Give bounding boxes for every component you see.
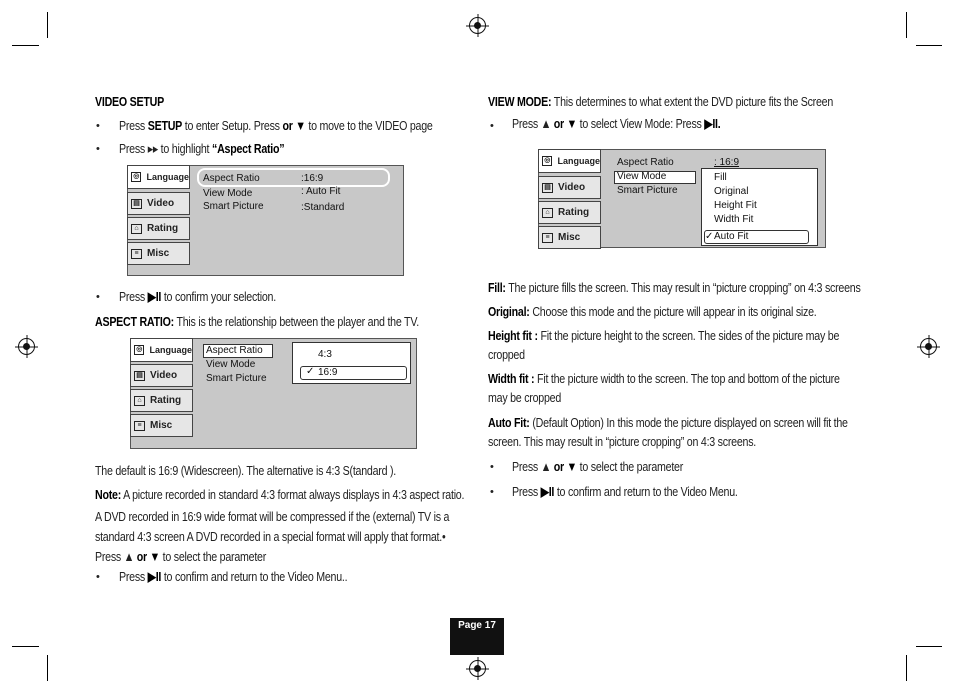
lock-icon: ⌂	[134, 396, 145, 406]
misc-icon: ≡	[542, 233, 553, 243]
step-confirm-return-right: Press ▶II to confirm and return to the Video Menu.	[512, 484, 738, 499]
note-line-3: standard 4:3 screen A DVD recorded in a special format will apply that format.•	[95, 529, 446, 544]
tab-rating[interactable]: ⌂ Rating	[127, 217, 190, 240]
menu-item-aspect-ratio[interactable]: Aspect Ratio	[206, 345, 263, 356]
bullet: •	[96, 143, 100, 155]
tab-video[interactable]: ▤ Video	[538, 176, 601, 199]
crop-mark	[47, 655, 48, 681]
step-select-parameter: Press ▲ or ▼ to select the parameter	[512, 459, 684, 474]
height-fit-paragraph: Height fit : Fit the picture height to the screen. The sides of the picture may be	[488, 328, 840, 343]
crop-mark	[12, 646, 39, 647]
step-highlight-aspect: Press ▸▸ to highlight “Aspect Ratio”	[119, 141, 285, 156]
option-fill[interactable]: Fill	[714, 172, 727, 183]
menu-item-aspect-ratio[interactable]: Aspect Ratio	[617, 157, 674, 168]
video-setup-heading: VIDEO SETUP	[95, 94, 164, 109]
tab-language[interactable]: ◎ Language	[130, 338, 193, 362]
crop-mark	[916, 45, 942, 46]
check-icon: ✓	[306, 366, 315, 377]
menu-item-smart-picture[interactable]: Smart Picture	[206, 373, 267, 384]
option-selected-frame	[300, 366, 407, 380]
step-confirm-selection: Press ▶II to confirm your selection.	[119, 289, 276, 304]
aspect-ratio-paragraph: ASPECT RATIO: This is the relationship between the player and the TV.	[95, 314, 419, 329]
language-icon: ◎	[542, 156, 552, 166]
tab-video[interactable]: ▤ Video	[127, 192, 190, 215]
tab-language[interactable]: ◎ Language	[127, 165, 190, 189]
step-enter-setup: Press SETUP to enter Setup. Press or ▼ to move to the VIDEO page	[119, 118, 433, 133]
tab-language[interactable]: ◎ Language	[538, 149, 601, 173]
menu-item-smart-picture[interactable]: Smart Picture	[617, 185, 678, 196]
tab-misc[interactable]: ≡ Misc	[538, 226, 601, 249]
lock-icon: ⌂	[131, 224, 142, 234]
bullet: •	[96, 120, 100, 132]
width-fit-paragraph-2: may be cropped	[488, 390, 562, 405]
check-icon: ✓	[705, 231, 714, 242]
tab-misc[interactable]: ≡ Misc	[130, 414, 193, 437]
menu-item-view-mode[interactable]: View Mode	[203, 188, 253, 199]
video-icon: ▤	[131, 199, 142, 209]
bullet: •	[490, 120, 494, 132]
menu-item-aspect-ratio[interactable]: Aspect Ratio	[203, 173, 260, 184]
tab-rating[interactable]: ⌂ Rating	[130, 389, 193, 412]
language-icon: ◎	[131, 172, 141, 182]
bullet: •	[96, 571, 100, 583]
width-fit-paragraph: Width fit : Fit the picture width to the screen. The top and bottom of the picture	[488, 371, 840, 386]
page-number-badge: Page 17	[450, 618, 504, 655]
option-16-9[interactable]: 16:9	[318, 367, 338, 378]
option-height-fit[interactable]: Height Fit	[714, 200, 757, 211]
misc-icon: ≡	[131, 249, 142, 259]
menu-item-view-mode[interactable]: View Mode	[206, 359, 256, 370]
menu-item-smart-picture[interactable]: Smart Picture	[203, 201, 264, 212]
note-line-1: Note: A picture recorded in standard 4:3 format always displays in 4:3 aspect ratio.	[95, 487, 465, 502]
menu-item-view-mode[interactable]: View Mode	[617, 171, 667, 182]
registration-mark-icon	[469, 17, 486, 34]
registration-mark-icon	[469, 660, 486, 677]
menu-value-aspect-ratio: :16:9	[301, 173, 324, 184]
crop-mark	[47, 12, 48, 38]
fill-paragraph: Fill: The picture fills the screen. This may result in “picture cropping” on 4:3 screens	[488, 280, 861, 295]
video-icon: ▤	[134, 371, 145, 381]
note-line-4: Press ▲ or ▼ to select the parameter	[95, 549, 267, 564]
tab-video[interactable]: ▤ Video	[130, 364, 193, 387]
menu-value-view-mode: : Auto Fit	[301, 186, 341, 197]
view-mode-paragraph: VIEW MODE: This determines to what extent the DVD picture fits the Screen	[488, 94, 834, 109]
video-icon: ▤	[542, 183, 553, 193]
misc-icon: ≡	[134, 421, 145, 431]
auto-fit-paragraph: Auto Fit: (Default Option) In this mode the picture displayed on screen will fit the	[488, 415, 848, 430]
bullet: •	[490, 486, 494, 498]
note-line-2: A DVD recorded in 16:9 wide format will be compressed if the (external) TV is a	[95, 509, 450, 524]
option-auto-fit[interactable]: Auto Fit	[714, 231, 749, 242]
option-width-fit[interactable]: Width Fit	[714, 214, 754, 225]
tab-rating[interactable]: ⌂ Rating	[538, 201, 601, 224]
bullet: •	[96, 291, 100, 303]
auto-fit-paragraph-2: screen. This may result in “picture cropping” on 4:3 screens.	[488, 434, 757, 449]
menu-value-smart-picture: :Standard	[301, 202, 345, 213]
option-4-3[interactable]: 4:3	[318, 349, 332, 360]
crop-mark	[12, 45, 39, 46]
registration-mark-icon	[18, 338, 35, 355]
crop-mark	[906, 12, 907, 38]
height-fit-paragraph-2: cropped	[488, 347, 525, 362]
option-original[interactable]: Original	[714, 186, 749, 197]
step-select-view-mode: Press ▲ or ▼ to select View Mode: Press ▶II.	[512, 116, 721, 131]
menu-value-aspect-ratio: : 16:9	[714, 157, 740, 168]
crop-mark	[906, 655, 907, 681]
tab-misc[interactable]: ≡ Misc	[127, 242, 190, 265]
registration-mark-icon	[920, 338, 937, 355]
crop-mark	[916, 646, 942, 647]
bullet: •	[490, 461, 494, 473]
default-text: The default is 16:9 (Widescreen). The alternative is 4:3 S(tandard ).	[95, 463, 397, 478]
lock-icon: ⌂	[542, 208, 553, 218]
original-paragraph: Original: Choose this mode and the picture will appear in its original size.	[488, 304, 817, 319]
language-icon: ◎	[134, 345, 144, 355]
step-confirm-return: Press ▶II to confirm and return to the Video Menu..	[119, 569, 348, 584]
